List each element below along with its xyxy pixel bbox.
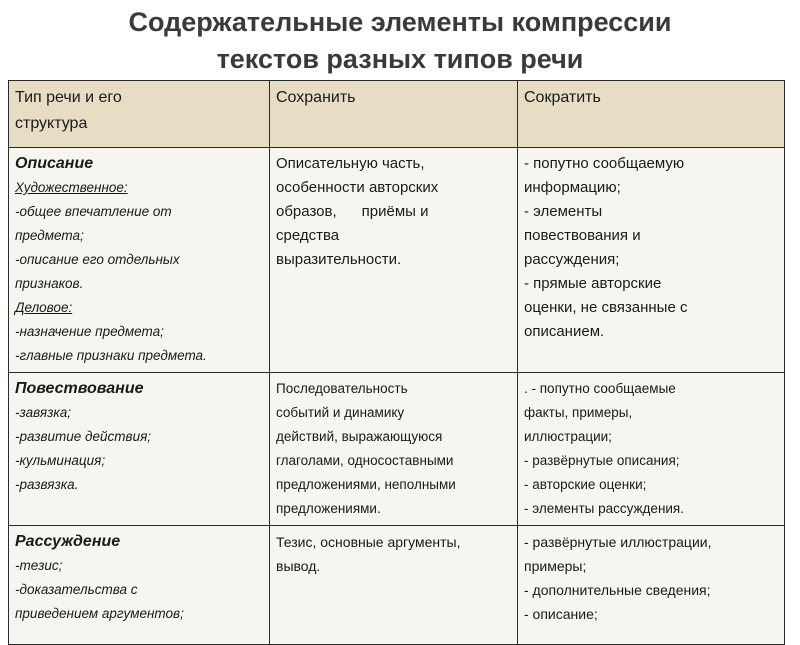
reduce-line: - прямые авторские — [524, 275, 662, 292]
keep-line: предложениями, неполными — [276, 477, 456, 492]
structure-line: предмета; — [15, 228, 84, 243]
reduce-line: повествования и — [524, 227, 641, 244]
structure-line: -кульминация; — [15, 453, 106, 468]
reduce-cell — [518, 148, 785, 373]
reduce-line: - развёрнутые описания; — [524, 453, 680, 468]
reduce-line: - попутно сообщаемую — [524, 155, 685, 172]
speech-type-cell — [9, 148, 270, 373]
header-keep: Сохранить — [270, 81, 518, 148]
reduce-line: - авторские оценки; — [524, 477, 647, 492]
keep-line: предложениями. — [276, 501, 381, 516]
keep-line: вывод. — [276, 558, 321, 574]
structure-line: Художественное: — [15, 180, 128, 195]
speech-type-name: Повествование — [15, 380, 144, 397]
header-reduce: Сократить — [518, 81, 785, 148]
title-line-2: текстов разных типов речи — [216, 44, 584, 74]
structure-line: -развязка. — [15, 477, 79, 492]
structure-line: приведением аргументов; — [15, 606, 184, 621]
reduce-line: оценки, не связанные с — [524, 299, 688, 316]
reduce-line: - элементы рассуждения. — [524, 501, 684, 516]
structure-line: -развитие действия; — [15, 429, 152, 444]
keep-line: средства — [276, 227, 340, 244]
structure-line: -завязка; — [15, 405, 71, 420]
reduce-line: информацию; — [524, 179, 621, 196]
reduce-line: описанием. — [524, 323, 605, 340]
speech-type-name: Рассуждение — [15, 533, 121, 550]
keep-cell — [270, 373, 518, 526]
slide-title — [0, 4, 800, 78]
reduce-cell — [518, 526, 785, 645]
structure-line: -главные признаки предмета. — [15, 348, 207, 363]
keep-line: образов, приёмы и — [276, 203, 429, 220]
header-speech-type-line-1: Тип речи и его — [15, 89, 122, 106]
structure-line: -тезис; — [15, 558, 63, 573]
speech-type-name: Описание — [15, 155, 94, 172]
reduce-cell — [518, 373, 785, 526]
reduce-line: . - попутно сообщаемые — [524, 381, 676, 396]
keep-line: действий, выражающуюся — [276, 429, 443, 444]
structure-line: -доказательства с — [15, 582, 138, 597]
reduce-line: - развёрнутые иллюстрации, — [524, 534, 712, 550]
reduce-line: - дополнительные сведения; — [524, 582, 711, 598]
structure-line: -назначение предмета; — [15, 324, 164, 339]
keep-cell — [270, 148, 518, 373]
table-row — [9, 373, 785, 526]
keep-line: глаголами, односоставными — [276, 453, 454, 468]
reduce-line: - описание; — [524, 606, 598, 622]
keep-line: Описательную часть, — [276, 155, 425, 172]
reduce-line: иллюстрации; — [524, 429, 612, 444]
structure-line: Деловое: — [15, 300, 73, 315]
keep-line: особенности авторских — [276, 179, 439, 196]
keep-line: Тезис, основные аргументы, — [276, 534, 461, 550]
speech-type-cell — [9, 526, 270, 645]
speech-type-cell — [9, 373, 270, 526]
keep-cell — [270, 526, 518, 645]
structure-line: -общее впечатление от — [15, 204, 172, 219]
keep-line: событий и динамику — [276, 405, 405, 420]
table-row — [9, 148, 785, 373]
reduce-line: факты, примеры, — [524, 405, 633, 420]
reduce-line: примеры; — [524, 558, 587, 574]
table-header-row — [9, 81, 785, 148]
table-row — [9, 526, 785, 645]
structure-line: признаков. — [15, 276, 84, 291]
structure-line: -описание его отдельных — [15, 252, 180, 267]
compression-table — [8, 80, 785, 645]
header-speech-type-line-2: структура — [15, 115, 88, 132]
keep-line: выразительности. — [276, 251, 402, 268]
title-line-1: Содержательные элементы компрессии — [128, 7, 672, 37]
reduce-line: рассуждения; — [524, 251, 620, 268]
keep-line: Последовательность — [276, 381, 408, 396]
reduce-line: - элементы — [524, 203, 603, 220]
header-speech-type — [9, 81, 270, 148]
